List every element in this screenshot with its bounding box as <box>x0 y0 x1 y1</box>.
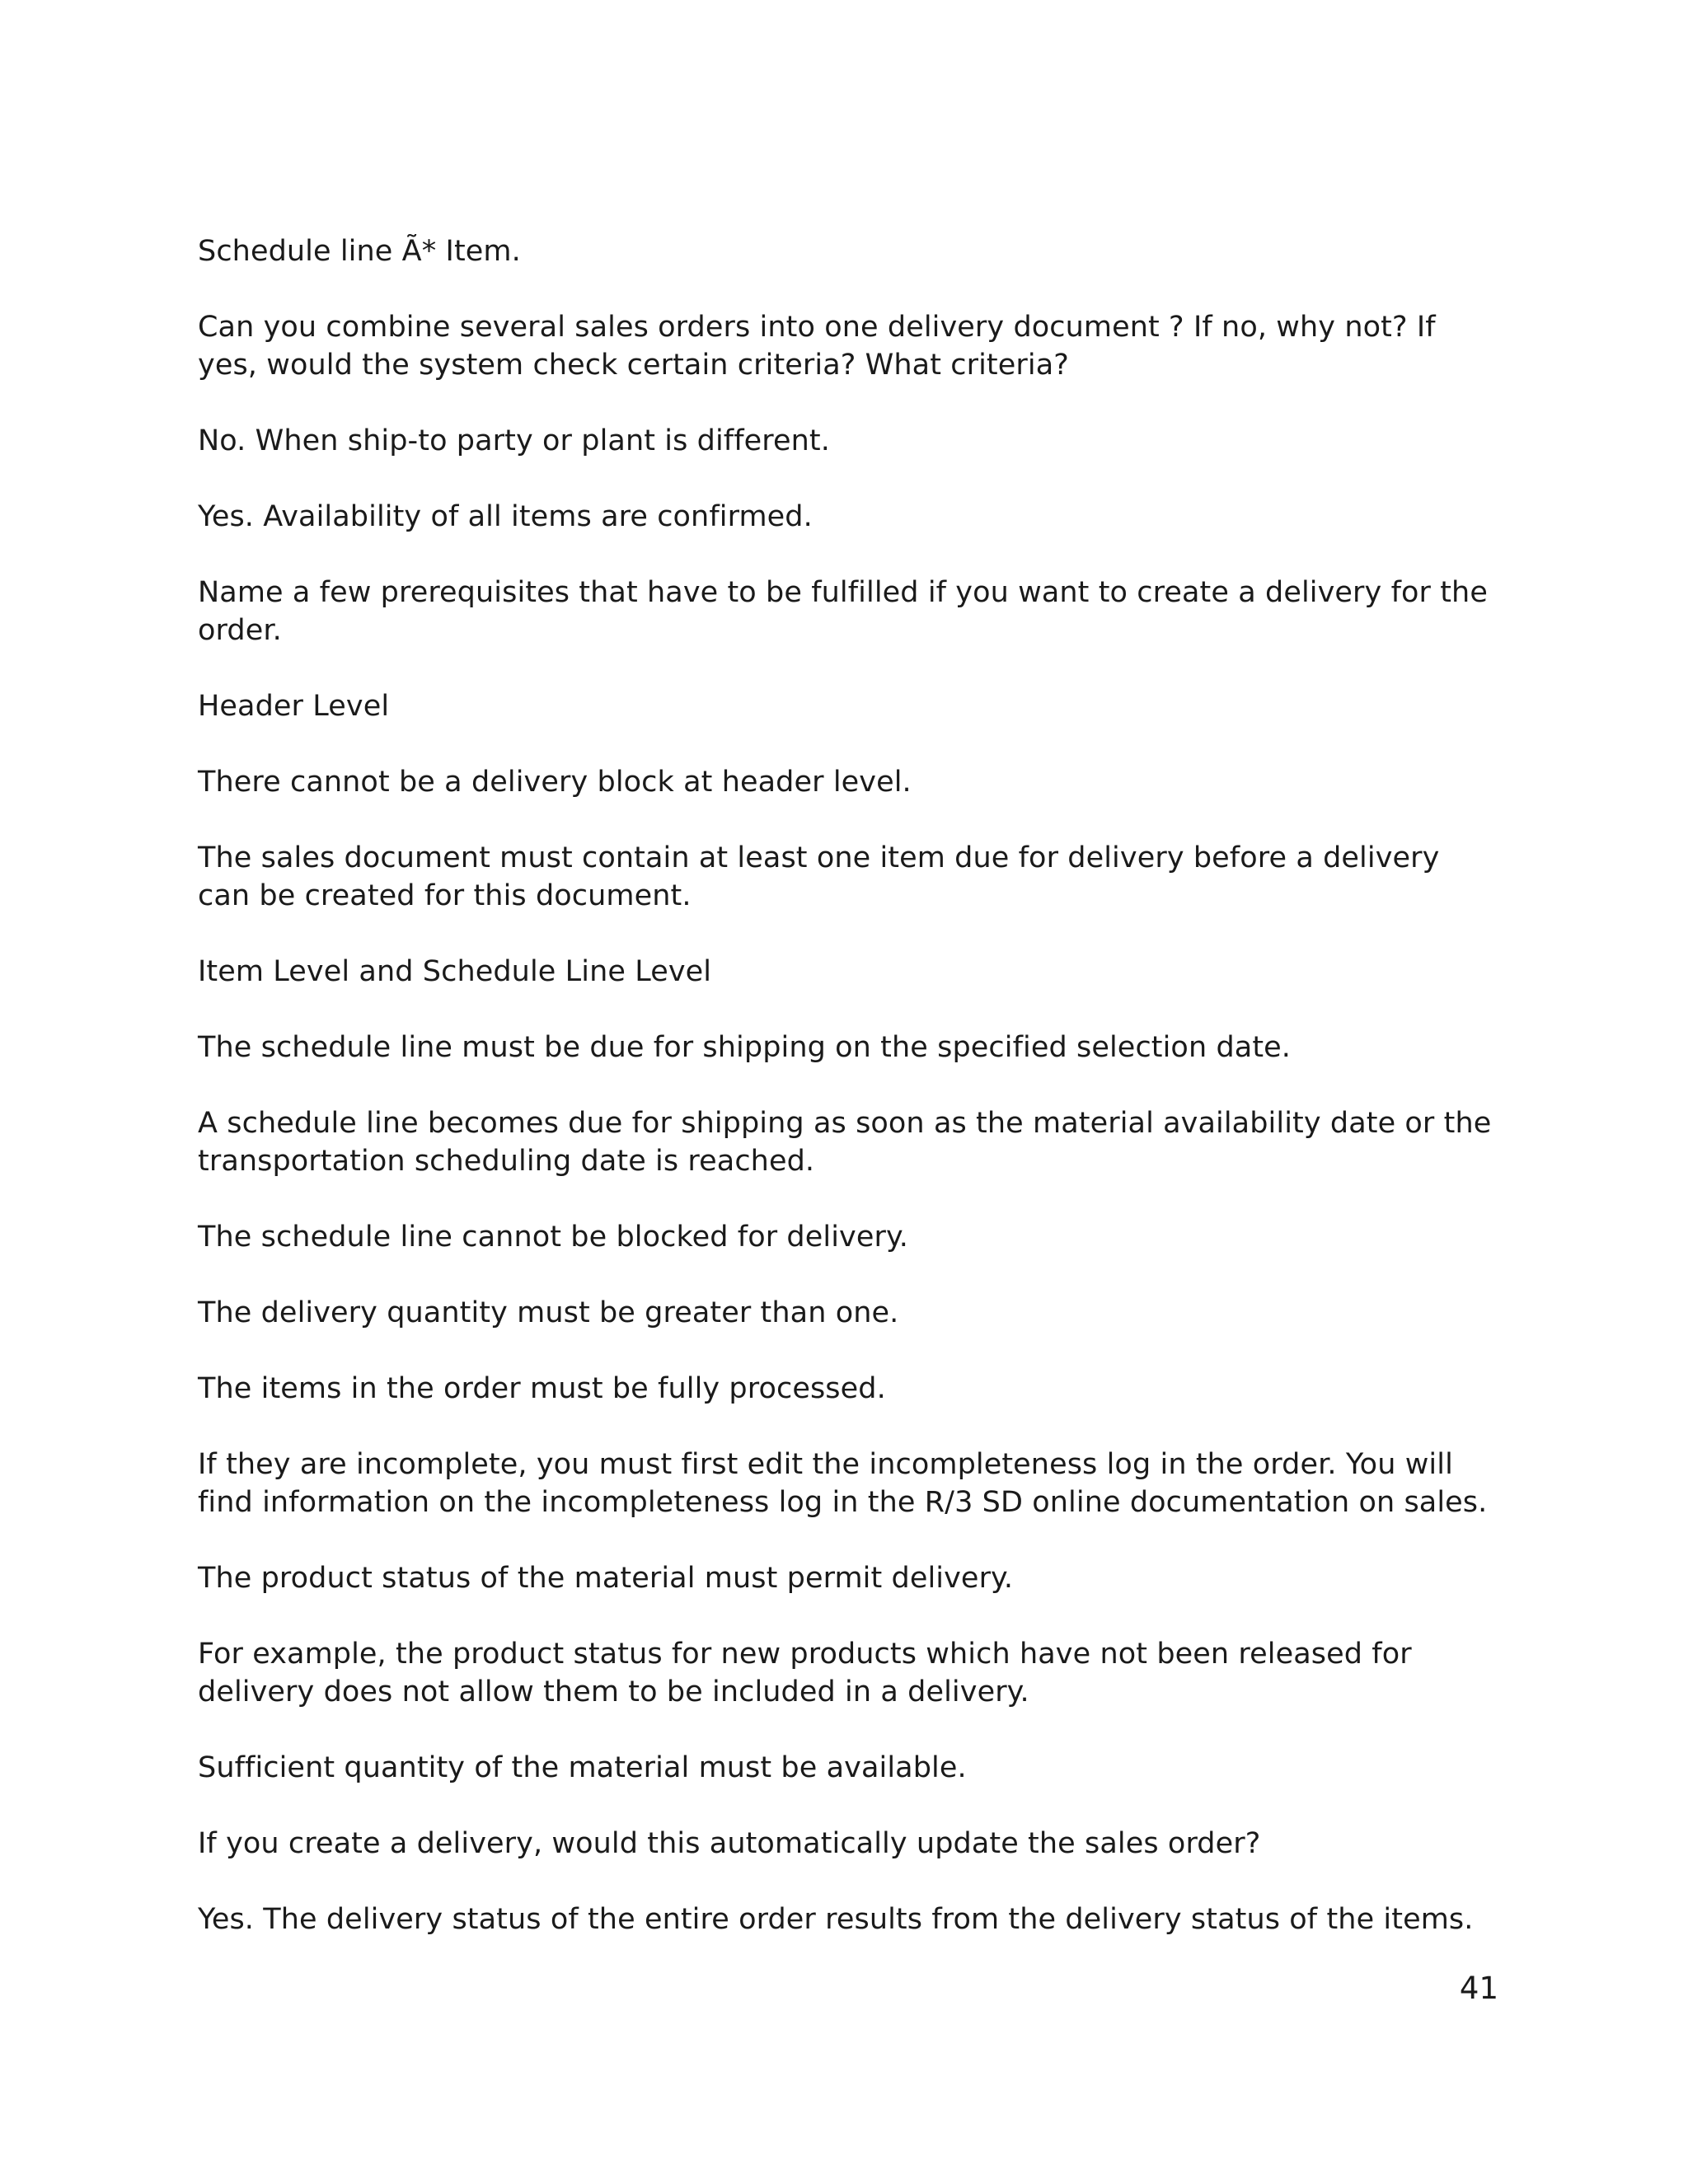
paragraph-delivery-quantity: The delivery quantity must be greater than one. <box>198 1296 899 1329</box>
page-number: 41 <box>1459 1971 1498 2006</box>
paragraph-answer-no: No. When ship-to party or plant is different. <box>198 424 830 457</box>
paragraph-sufficient-quantity: Sufficient quantity of the material must be available. <box>198 1751 967 1784</box>
paragraph-schedule-line-due: The schedule line must be due for shipping on the specified selection date. <box>198 1031 1291 1064</box>
paragraph-schedule-line-not-blocked: The schedule line cannot be blocked for delivery. <box>198 1221 909 1254</box>
paragraph-update-question: If you create a delivery, would this automatically update the sales order? <box>198 1827 1261 1860</box>
paragraph-update-answer: Yes. The delivery status of the entire order results from the delivery status of the items. <box>198 1903 1474 1936</box>
paragraph-no-delivery-block: There cannot be a delivery block at header level. <box>198 766 912 799</box>
page-content <box>198 232 1500 1976</box>
paragraph-product-status: The product status of the material must permit delivery. <box>198 1562 1014 1595</box>
paragraph-schedule-line-becomes-due: A schedule line becomes due for shipping as soon as the material availability date or the transportation scheduling date is reached. <box>198 1107 1492 1178</box>
heading-item-schedule-level: Item Level and Schedule Line Level <box>198 955 712 988</box>
paragraph-product-status-example: For example, the product status for new products which have not been released for delivery does not allow them to be included in a delivery. <box>198 1638 1412 1708</box>
paragraph-prerequisites-question: Name a few prerequisites that have to be fulfilled if you want to create a delivery for the order. <box>198 576 1488 647</box>
paragraph-schedule-line-item: Schedule line Ã* Item. <box>198 235 521 268</box>
paragraph-answer-yes: Yes. Availability of all items are confirmed. <box>198 500 813 533</box>
paragraph-combine-question: Can you combine several sales orders into one delivery document ? If no, why not? If yes, would the system check certain criteria? What criteria? <box>198 311 1436 382</box>
paragraph-items-processed: The items in the order must be fully processed. <box>198 1372 886 1405</box>
paragraph-item-due: The sales document must contain at least one item due for delivery before a delivery can be created for this document. <box>198 841 1440 912</box>
paragraph-incompleteness-log: If they are incomplete, you must first edit the incompleteness log in the order. You will find information on the incompleteness log in the R/3 SD online documentation on sales. <box>198 1448 1488 1519</box>
heading-header-level: Header Level <box>198 690 390 723</box>
